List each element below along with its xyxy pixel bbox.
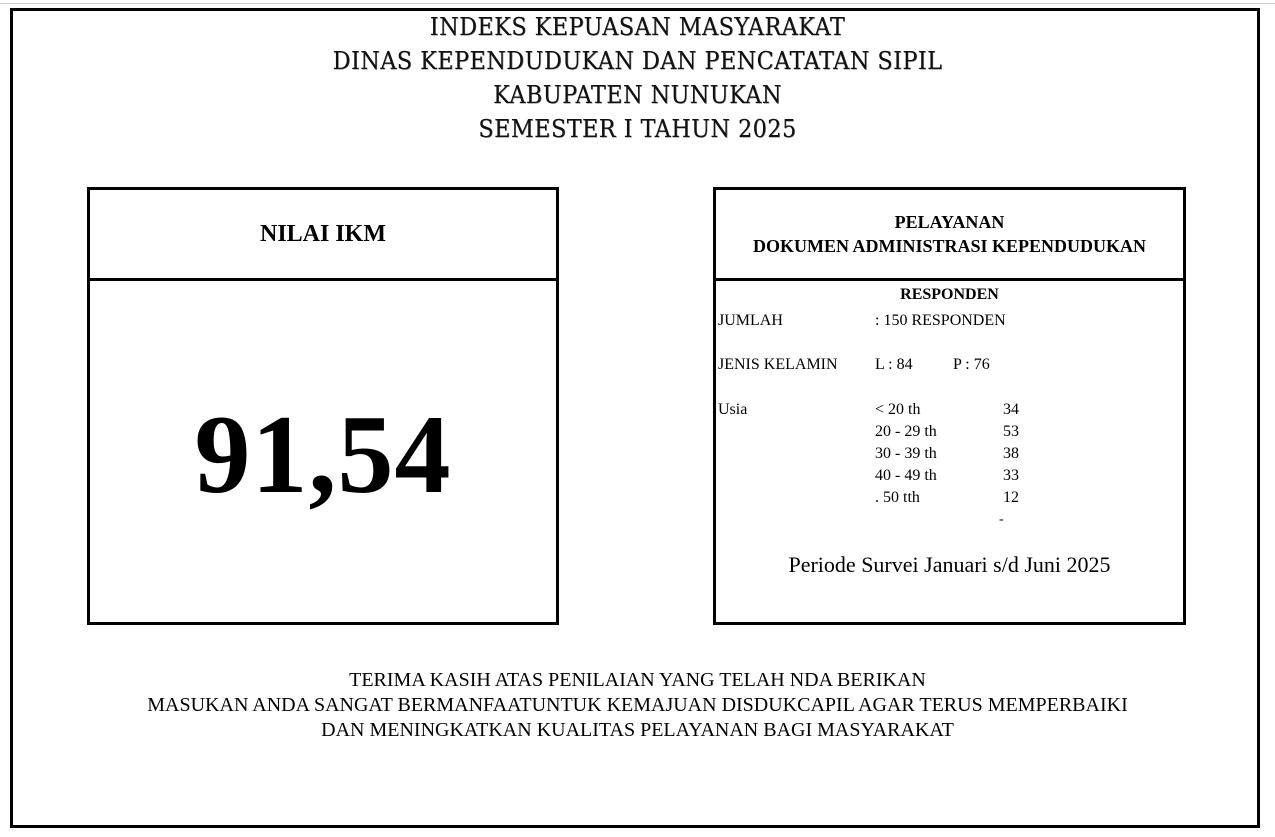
footer-line: DAN MENINGKATKAN KUALITAS PELAYANAN BAGI MASYARAKAT	[321, 719, 954, 741]
survey-period: Periode Survei Januari s/d Juni 2025	[788, 552, 1111, 577]
document-header	[0, 10, 1275, 146]
jumlah-value: : 150 RESPONDEN	[875, 312, 1006, 329]
service-title	[753, 210, 1146, 258]
ikm-score-box	[87, 187, 559, 625]
age-count: 53	[1003, 423, 1019, 440]
service-info-box	[713, 187, 1186, 625]
ikm-title: NILAI IKM	[259, 220, 386, 247]
gender-female: P : 76	[953, 356, 990, 373]
footer-line: MASUKAN ANDA SANGAT BERMANFAATUNTUK KEMAJUAN DISDUKCAPIL AGAR TERUS MEMPERBAIKI	[147, 694, 1128, 716]
age-range: < 20 th	[875, 401, 921, 418]
age-count: 38	[1003, 445, 1019, 462]
age-label: Usia	[718, 401, 748, 418]
age-range: 40 - 49 th	[875, 467, 937, 484]
age-count: 33	[1003, 467, 1019, 484]
ikm-score-value: 91,54	[194, 393, 452, 517]
age-range: . 50 tth	[875, 489, 920, 506]
thank-you-message	[0, 668, 1275, 743]
top-rule	[0, 3, 1275, 4]
jumlah-label: JUMLAH	[718, 312, 783, 329]
gender-label: JENIS KELAMIN	[718, 356, 838, 373]
ikm-score-header	[90, 190, 556, 281]
header-period: SEMESTER I TAHUN 2025	[478, 115, 797, 143]
age-range: 20 - 29 th	[875, 423, 937, 440]
header-title: INDEKS KEPUASAN MASYARAKAT	[429, 13, 846, 41]
age-range: 30 - 39 th	[875, 445, 937, 462]
footer-line: TERIMA KASIH ATAS PENILAIAN YANG TELAH NDA BERIKAN	[349, 669, 926, 691]
service-title-line2: DOKUMEN ADMINISTRASI KEPENDUDUKAN	[752, 236, 1147, 256]
service-title-line1: PELAYANAN	[894, 212, 1005, 232]
header-agency: DINAS KEPENDUDUKAN DAN PENCATATAN SIPIL	[332, 47, 943, 75]
service-header	[716, 190, 1183, 281]
age-count: 12	[1003, 489, 1019, 506]
header-region: KABUPATEN NUNUKAN	[493, 81, 782, 109]
age-count: 34	[1003, 401, 1019, 418]
age-dash: -	[999, 512, 1004, 527]
gender-male: L : 84	[875, 356, 913, 373]
respondents-title: RESPONDEN	[900, 286, 999, 303]
